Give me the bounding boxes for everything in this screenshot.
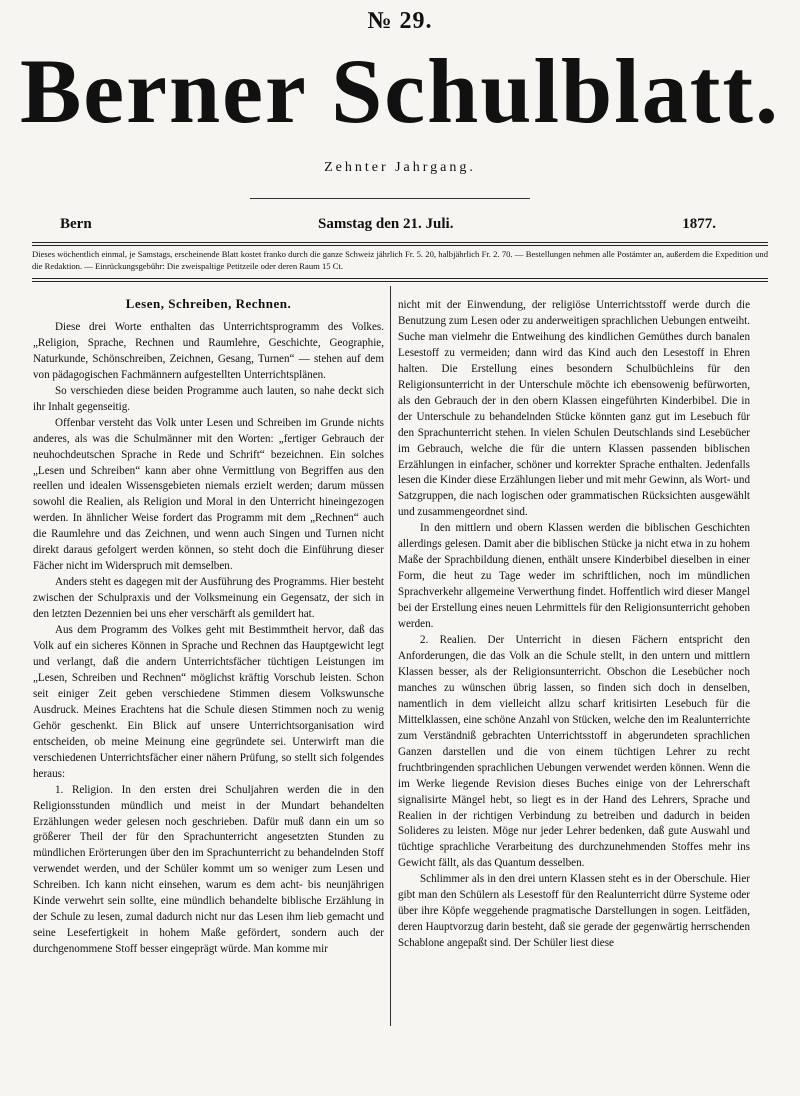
masthead-title: Berner Schulblatt. [19, 40, 781, 142]
column-left [33, 294, 384, 1024]
rule-bottom [32, 278, 768, 279]
column-right [398, 298, 750, 1028]
year-label: 1877. [682, 216, 716, 232]
dateline [60, 216, 716, 236]
date-label: Samstag den 21. Juli. [318, 216, 454, 232]
paragraph: Anders steht es dagegen mit der Ausführung des Programms. Hier besteht zwischen der Schulpraxis und der Volksmeinung ein Gegensatz, der sich in den letzten Dezennien bei uns eher verschärft als gemildert hat. [33, 576, 384, 621]
issue-number: № 29. [367, 8, 433, 34]
paragraph: So verschieden diese beiden Programme auch lauten, so nahe deckt sich ihr Inhalt gegenseitig. [33, 384, 384, 413]
rule-top-inner [32, 245, 768, 246]
masthead-divider [250, 198, 530, 199]
paragraph: 2. Realien. Der Unterricht in diesen Fächern entspricht den Anforderungen, die das Volk an die Schule stellt, in den untern und mittlern Klassen besser, als der Religionsunterricht. Obschon die Lesebücher noch manches zu wünschen übrig lassen, so finden sich doch in denselben, namentlich in dem vielleicht allzu scharf kritisirten Lesebuch für die Mittelklassen, eine schöne Anzahl von Stücken, welche den im Realunterrichte zum Verständniß gebrachten Unterrichtsstoff in abgerundeten sprachlichen Ganzen darstellen und die von einem tüchtigen Lehrer zu recht fruchtbringenden sprachlichen Uebungen verwendet werden können. Wenn die im Werke liegende Revision dieses Buches einige von der Lehrerschaft signalisirte Mängel hebt, so liegt es in der Hand des Lehrers, Sprache und Realien in der richtigen Verbindung zu betreiben und dadurch in beiden Solideres zu leisten. Möge nur jeder Lehrer bedenken, daß gute Auswahl und tüchtige sprachliche Verarbeitung des durchzunehmenden Stoffes mehr ins Gewicht fällt, als das Quantum desselben. [398, 634, 750, 870]
article-heading: Lesen, Schreiben, Rechnen. [125, 296, 292, 311]
paragraph: In den mittlern und obern Klassen werden die biblischen Geschichten allerdings gelesen. Damit aber die biblischen Stücke ja nicht etwa in zu hohem Maße der Sprachbildung dienen, enthält unsere Kinderbibel dieselben in einer Form, die heut zu Tage weder im schriftlichen, noch im mündlichen Sprachverkehr allgemeine Verwerthung findet. Hoffentlich wird dieser Mangel bei der Erstellung eines neuen Lehrmittels für den Religionsunterricht gehoben werden. [398, 522, 750, 631]
paragraph: Offenbar versteht das Volk unter Lesen und Schreiben im Grunde nichts anderes, als was die Schulmänner mit den Worten: „fertiger Gebrauch der neuhochdeutschen Sprache in Rede und Schrift“ bezeichnen. Ein solches „Lesen und Schreiben“ kann aber ohne Vermittlung von Begriffen aus den reellen und idealen Wissensgebieten niemals erzielt werden; darum müssen sowohl die Realien, als Religion und Moral in den Unterricht hineingezogen werden. In ähnlicher Weise fordert das Programm mit dem „Rechnen“ auch die Raumlehre und das Zeichnen, und wenn auch Singen und Turnen nicht direkt daraus gefolgert werden können, so steht doch die Einführung dieser Fächer nicht im Widerspruch mit demselben. [33, 416, 384, 573]
paragraph: Diese drei Worte enthalten das Unterrichtsprogramm des Volkes. „Religion, Sprache, Rechnen und Raumlehre, Geschichte, Geographie, Naturkunde, Schönschreiben, Zeichnen, Gesang, Turnen“ — stehen auf dem von pädagogischen Fachmännern aufgestellten Unterrichtsplänen. [33, 320, 384, 381]
rule-bottom-inner [32, 281, 768, 282]
paragraph: Aus dem Programm des Volkes geht mit Bestimmtheit hervor, daß das Volk auf ein sicheres Können in Sprache und Rechnen das Hauptgewicht legt und verlangt, daß die andern Unterrichtsfächer tüchtigen Leistungen im „Lesen, Schreiben und Rechnen“ möglichst kräftig Vorschub leisten. Schon seit einiger Zeit geben verschiedene Stimmen diesem Volkswunsche Ausdruck. Meines Erachtens hat die Schule diesen Stimmen noch zu wenig Gehör geschenkt. Ein Blick auf unsere Unterrichtsorganisation wird entscheiden, ob meine Meinung eine gegründete sei. Unterwirft man die verschiedenen Unterrichtsfächer einer nähern Prüfung, so stellt sich folgendes heraus: [33, 624, 384, 780]
subscription-notice: Dieses wöchentlich einmal, je Samstags, erscheinende Blatt kostet franko durch die ganze Schweiz jährlich Fr. 5. 20, halbjährlich Fr. 2. 70. — Bestellungen nehmen alle Postämter an, außerdem die Expedition und die Redaktion. — Einrückungsgebühr: Die zweispaltige Petitzeile oder deren Raum 15 Ct. [32, 249, 768, 271]
column-divider [390, 286, 391, 1026]
volume-label: Zehnter Jahrgang. [324, 160, 476, 175]
paragraph: Schlimmer als in den drei untern Klassen steht es in der Oberschule. Hier gibt man den Schülern als Lesestoff für den Realunterricht dürre Systeme oder über ihre Köpfe weggehende pragmatische Darstellungen in sogen. Leitfäden, deren Hauptvorzug darin besteht, daß sie gerade der gegenwärtig herrschenden Schablone angepaßt sind. Der Schüler liest diese [398, 873, 750, 950]
paragraph: 1. Religion. In den ersten drei Schuljahren werden die in den Religionsstunden mündlich und meist in der Mundart behandelten Erzählungen weder gelesen noch geschrieben. Dafür muß dann ein um so größerer Theil der für den Sprachunterricht angesetzten Stunden zu mündlichen Erörterungen über den im Sprachunterricht zu behandelnden Stoff verwendet werden, und der Schüler kommt um so weniger zum Lesen und Schreiben. Ich kann nicht einsehen, warum es dem acht- bis neunjährigen Kinde verwehrt sein sollte, eine mündlich behandelte biblische Erzählung in der Schule zu lesen, zumal dadurch nicht nur das Lesen ihm lieb gemacht und seine Lesefertigkeit in hohem Maße gefördert, sondern auch der durchgenommene Stoff besser eingeprägt würde. Man komme mir [33, 783, 384, 956]
place-label: Bern [60, 216, 92, 232]
rule-top [32, 242, 768, 243]
paragraph: nicht mit der Einwendung, der religiöse Unterrichtsstoff werde durch die Benutzung zum Lesen oder zu anderweitigen sprachlichen Uebungen entweiht. Suche man vielmehr die Entweihung des kindlichen Gemüthes durch banalen Lesestoff zu vermeiden; dann wird das Kind auch den Lesestoff in Ehren halten. Die Erstellung eines besondern Schulbüchleins für den Religionsunterricht in der Unterschule möchte ich ebensowenig befürworten, als den Gebrauch der in den obern Klassen eingeführten Kinderbibel. Die in der Unterschule zu behandelnden Stücke könnten ganz gut im Lesebuch für den Sprachunterricht stehen. In vielen Schulen Deutschlands sind Lesebücher im Gebrauch, welche die für die untern Klassen passenden biblischen Erzählungen in einfacher, schöner und korrekter Sprache enthalten. Jedenfalls lesen die Kinder diese Erzählungen lieber und mit mehr Gewinn, als Wort- und Satzgruppen, die nach logischen oder grammatischen Rücksichten ausgewählt und zusammengeordnet sind. [398, 299, 750, 519]
